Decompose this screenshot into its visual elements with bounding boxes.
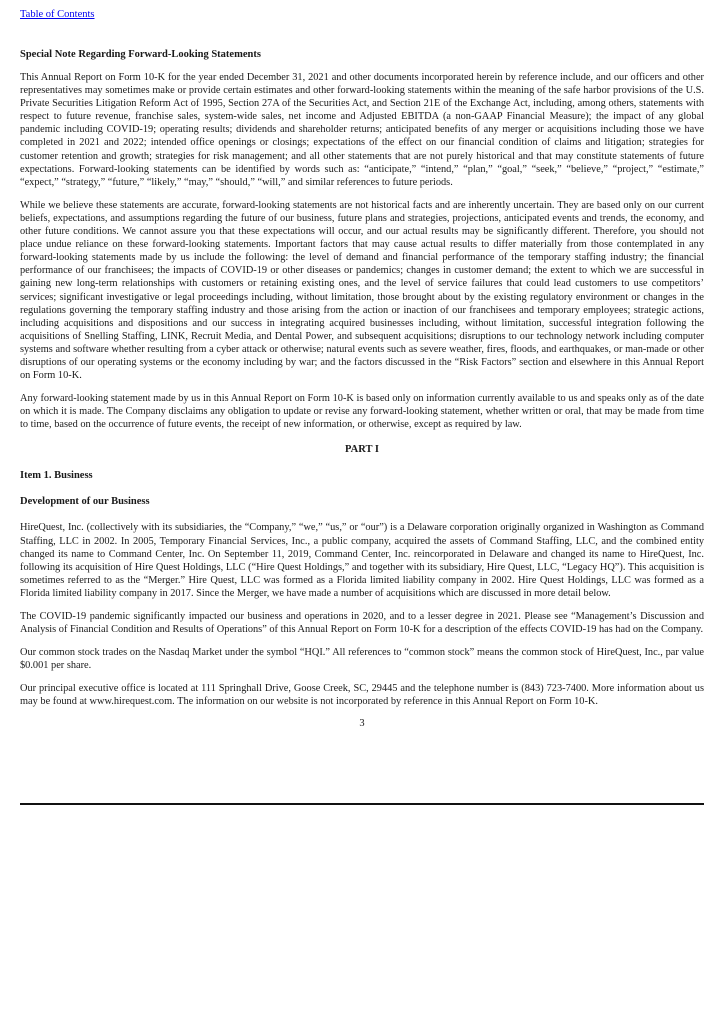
forward-looking-paragraph-2: While we believe these statements are accurate, forward-looking statements are not historical facts and are inherently uncertain. They are based only on our current beliefs, expectations, and assumptions regarding the future of our business, future plans and strategies, projections, anticipated events and trends, the economy, and other future conditions. We cannot assure you that these expectations will occur, and our actual results may be significantly different. Therefore, you should not place undue reliance on these forward-looking statements. Important factors that may cause actual results to differ materially from those contemplated in any forward-looking statements made by us include the following: the level of demand and financial performance of the temporary staffing industry; the financial performance of our franchisees; the impacts of COVID-19 or other diseases or pandemics; changes in customer demand; the extent to which we are successful in gaining new long-term relationships with customers or retaining existing ones, and the level of service failures that could lead customers to use competitors’ services; significant investigative or legal proceedings including, without limitation, those brought about by the existing regulatory environment or changes in the regulations governing the temporary staffing industry and those arising from the action or inaction of our franchisees and temporary employees; strategic actions, including acquisitions and dispositions and our success in integrating acquired businesses including, without limitation, successful integration following the acquisitions of Snelling Staffing, LINK, Recruit Media, and Dental Power, and subsequent acquisitions; disruptions to our technology network including computer systems and software whether resulting from a cyber attack or otherwise; natural events such as severe weather, fires, floods, and earthquakes, or man-made or other disruptions of our operating systems or the economy including by war; and the factors discussed in the “Risk Factors” section and elsewhere in this Annual Report on Form 10-K. [20,199,704,382]
table-of-contents-link[interactable]: Table of Contents [20,9,95,20]
business-paragraph-3: Our common stock trades on the Nasdaq Market under the symbol “HQI.” All references to “common stock” means the common stock of HireQuest, Inc., par value $0.001 per share. [20,647,704,672]
document-page [20,0,704,739]
forward-looking-paragraph-3: Any forward-looking statement made by us in this Annual Report on Form 10-K is based only on information currently available to us and speaks only as of the date on which it is made. The Company disclaims any obligation to update or revise any forward-looking statement, whether written or oral, that may be made from time to time, based on the occurrence of future events, the receipt of new information, or otherwise, except as required by law. [20,393,704,431]
forward-looking-heading: Special Note Regarding Forward-Looking Statements [20,49,261,60]
page-number: 3 [359,717,365,729]
business-paragraph-1: HireQuest, Inc. (collectively with its subsidiaries, the “Company,” “we,” “us,” or “our”) is a Delaware corporation originally organized in Washington as Command Staffing, LLC in 2002. In 2005, Temporary Financial Services, Inc., a public company, acquired the assets of Command Staffing, LLC, and the combined entity changed its name to Command Center, Inc. On September 11, 2019, Command Center, Inc. reincorporated in Delaware and changed its name to HireQuest, Inc. following its acquisition of Hire Quest Holdings, LLC (“Hire Quest Holdings,” and together with its subsidiary, Hire Quest, LLC, “Legacy HQ”). This acquisition is sometimes referred to as the “Merger.” Hire Quest, LLC was formed as a Florida limited liability company in 2002. Hire Quest Holdings, LLC was formed as a Florida limited liability company in 2017. Since the Merger, we have made a number of acquisitions which are discussed in more detail below. [20,522,704,599]
forward-looking-paragraph-1: This Annual Report on Form 10-K for the year ended December 31, 2021 and other documents incorporated herein by reference include, and our officers and other representatives may sometimes make or provide certain estimates and other forward-looking statements within the meaning of the safe harbor provisions of the U.S. Private Securities Litigation Reform Act of 1995, Section 27A of the Securities Act, and Section 21E of the Exchange Act, including, among others, statements with respect to future revenue, franchise sales, system-wide sales, net income and Adjusted EBITDA (a non-GAAP Financial Measure); the impact of any global pandemic including COVID-19; operating results; dividends and shareholder returns; anticipated benefits of any merger or acquisitions including those we have completed in 2021 and 2022; intended office openings or closings; expectations of the effect on our financial condition of claims and litigation; strategies for customer retention and growth; strategies for risk management; and all other statements that are not purely historical and that may constitute statements of future expectations. Forward-looking statements can be identified by words such as: “anticipate,” “intend,” “plan,” “goal,” “seek,” “believe,” “project,” “estimate,” “expect,” “strategy,” “future,” “likely,” “may,” “should,” “will,” and similar references to future periods. [20,72,704,188]
business-paragraph-2: The COVID-19 pandemic significantly impacted our business and operations in 2020, and to a lesser degree in 2021. Please see “Management’s Discussion and Analysis of Financial Condition and Results of Operations” of this Annual Report on Form 10-K for a description of the effects COVID-19 has had on the Company. [20,611,704,636]
page-divider [20,803,704,805]
development-subheading: Development of our Business [20,496,150,508]
part-title: PART I [345,444,379,456]
business-paragraph-4: Our principal executive office is located at 111 Springhall Drive, Goose Creek, SC, 29445 and the telephone number is (843) 723-7400. More information about us may be found at www.hirequest.com. The information on our website is not incorporated by reference in this Annual Report on Form 10-K. [20,683,704,708]
item-1-heading: Item 1. Business [20,470,93,482]
